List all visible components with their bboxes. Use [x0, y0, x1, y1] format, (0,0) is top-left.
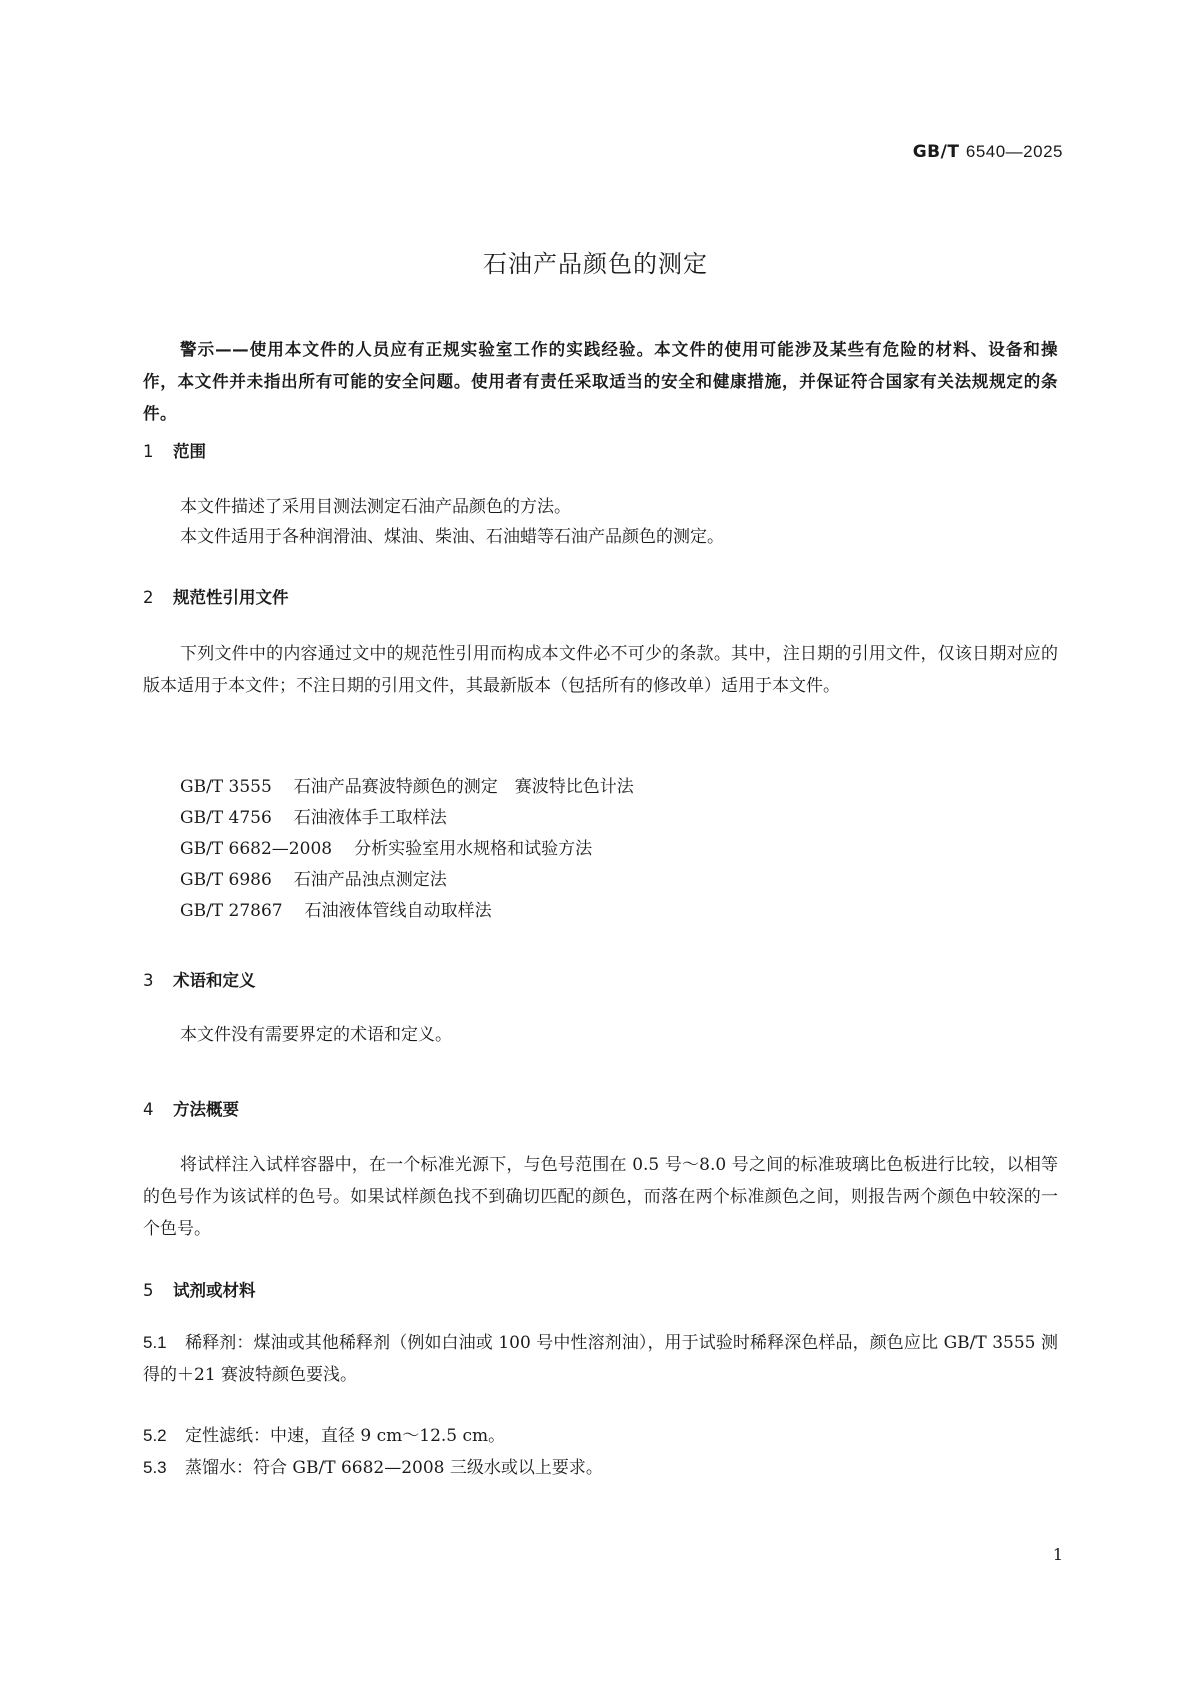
clause-5-2	[143, 1420, 1058, 1452]
reference-title: 石油产品赛波特颜色的测定 赛波特比色计法	[293, 777, 634, 797]
section-number: 4	[143, 1100, 154, 1119]
section-title: 术语和定义	[173, 971, 256, 990]
section-number: 3	[143, 971, 154, 990]
reference-code: GB/T 27867	[180, 901, 283, 921]
warning-paragraph: 警示——使用本文件的人员应有正规实验室工作的实践经验。本文件的使用可能涉及某些有危险的材料、设备和操作，本文件并未指出所有可能的安全问题。使用者有责任采取适当的安全和健康措施，并保证符合国家有关法规规定的条件。	[143, 340, 1058, 423]
section-title: 试剂或材料	[173, 1281, 256, 1300]
refs-intro-paragraph: 下列文件中的内容通过文中的规范性引用而构成本文件必不可少的条款。其中，注日期的引用文件，仅该日期对应的版本适用于本文件；不注日期的引用文件，其最新版本（包括所有的修改单）适用于本文件。	[143, 644, 1058, 696]
reference-title: 石油液体管线自动取样法	[304, 901, 492, 921]
reference-item	[180, 772, 634, 803]
reference-code: GB/T 3555	[180, 777, 272, 797]
scope-paragraph-2: 本文件适用于各种润滑油、煤油、柴油、石油蜡等石油产品颜色的测定。	[180, 527, 724, 547]
clause-number: 5.2	[143, 1426, 167, 1445]
document-code	[913, 142, 1063, 162]
clause-5-1	[143, 1327, 1058, 1391]
section-title: 规范性引用文件	[173, 588, 289, 607]
reference-title: 分析实验室用水规格和试验方法	[354, 839, 593, 859]
reference-item	[180, 896, 634, 927]
section-number: 5	[143, 1281, 154, 1300]
clause-text: 蒸馏水：符合 GB/T 6682—2008 三级水或以上要求。	[185, 1458, 603, 1478]
section-number: 1	[143, 442, 154, 461]
section-heading-terms	[143, 967, 256, 991]
scope-paragraph-1: 本文件描述了采用目测法测定石油产品颜色的方法。	[180, 497, 571, 517]
section-title: 范围	[173, 442, 206, 461]
clause-number: 5.1	[143, 1333, 167, 1352]
doc-code-number: 6540—2025	[965, 142, 1063, 161]
reference-code: GB/T 4756	[180, 808, 272, 828]
terms-paragraph: 本文件没有需要界定的术语和定义。	[180, 1025, 452, 1045]
section-heading-method	[143, 1096, 239, 1120]
clause-5-3	[143, 1452, 1058, 1484]
section-heading-scope	[143, 438, 206, 462]
section-heading-reagents	[143, 1277, 256, 1301]
reference-code: GB/T 6682—2008	[180, 839, 333, 859]
clause-text: 定性滤纸：中速，直径 9 cm～12.5 cm。	[185, 1426, 506, 1446]
reference-item	[180, 834, 634, 865]
clause-number: 5.3	[143, 1458, 167, 1477]
page-title: 石油产品颜色的测定	[483, 250, 708, 278]
reference-item	[180, 803, 634, 834]
page-number: 1	[1052, 1545, 1063, 1564]
method-paragraph: 将试样注入试样容器中，在一个标准光源下，与色号范围在 0.5 号～8.0 号之间的标准玻璃比色板进行比较，以相等的色号作为该试样的色号。如果试样颜色找不到确切匹配的颜色，而落在两个标准颜色之间，则报告两个颜色中较深的一个色号。	[143, 1155, 1058, 1239]
reference-title: 石油产品浊点测定法	[293, 870, 447, 890]
clause-text: 稀释剂：煤油或其他稀释剂（例如白油或 100 号中性溶剂油），用于试验时稀释深色样品，颜色应比 GB/T 3555 测得的＋21 赛波特颜色要浅。	[143, 1333, 1058, 1385]
reference-list	[180, 772, 634, 927]
doc-code-prefix: GB/T	[912, 142, 960, 162]
section-heading-refs	[143, 584, 289, 608]
reference-item	[180, 865, 634, 896]
section-title: 方法概要	[173, 1100, 239, 1119]
reference-title: 石油液体手工取样法	[293, 808, 447, 828]
reference-code: GB/T 6986	[180, 870, 272, 890]
section-number: 2	[143, 588, 154, 607]
